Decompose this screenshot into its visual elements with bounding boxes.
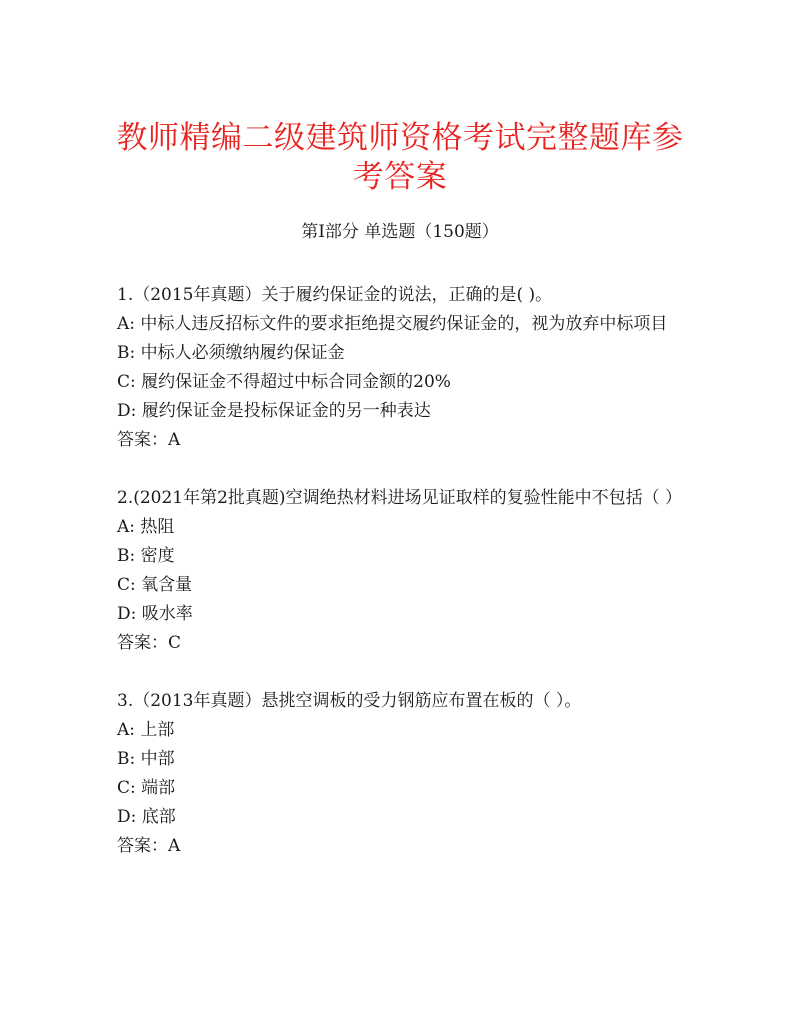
- question-2: [117, 484, 692, 658]
- document-title: 教师精编二级建筑师资格考试完整题库参考答案: [116, 120, 684, 195]
- option-d: D: 履约保证金是投标保证金的另一种表达: [117, 401, 431, 421]
- answer-line: 答案：C: [117, 633, 182, 653]
- option-b: B: 中标人必须缴纳履约保证金: [117, 343, 345, 363]
- question-1: [117, 281, 692, 455]
- section-heading: 第Ⅰ部分 单选题（150题）: [301, 222, 499, 242]
- option-b: B: 密度: [117, 546, 175, 566]
- option-c: C: 氧含量: [117, 575, 193, 595]
- question-3: [117, 687, 692, 861]
- answer-line: 答案：A: [117, 430, 181, 450]
- option-a: A: 中标人违反招标文件的要求拒绝提交履约保证金的，视为放弃中标项目: [117, 314, 668, 334]
- option-b: B: 中部: [117, 749, 175, 769]
- question-list: [117, 281, 692, 861]
- option-d: D: 吸水率: [117, 604, 193, 624]
- option-a: A: 热阻: [117, 517, 175, 537]
- question-stem: 2.(2021年第2批真题)空调绝热材料进场见证取样的复验性能中不包括（ ）: [117, 488, 682, 508]
- option-d: D: 底部: [117, 807, 176, 827]
- option-c: C: 端部: [117, 778, 176, 798]
- option-c: C: 履约保证金不得超过中标合同金额的20%: [117, 372, 451, 392]
- question-stem: 1.（2015年真题）关于履约保证金的说法，正确的是( )。: [117, 285, 553, 305]
- answer-line: 答案：A: [117, 836, 181, 856]
- question-stem: 3.（2013年真题）悬挑空调板的受力钢筋应布置在板的（ ）。: [117, 691, 582, 711]
- option-a: A: 上部: [117, 720, 175, 740]
